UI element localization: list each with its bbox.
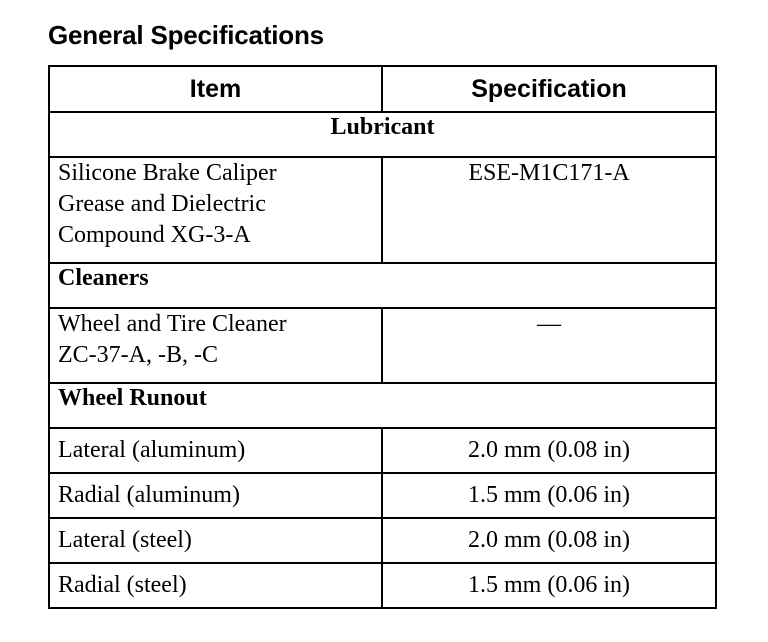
column-header-item: Item [49, 66, 382, 112]
table-row [49, 518, 716, 563]
item-cell: Radial (steel) [49, 563, 382, 608]
section-heading: Cleaners [49, 263, 716, 308]
section-row-cleaners [49, 263, 716, 308]
section-heading: Wheel Runout [49, 383, 716, 428]
specification-cell: 1.5 mm (0.06 in) [382, 563, 716, 608]
column-header-specification: Specification [382, 66, 716, 112]
item-cell: Lateral (aluminum) [49, 428, 382, 473]
specification-cell: 1.5 mm (0.06 in) [382, 473, 716, 518]
item-cell: Wheel and Tire Cleaner ZC-37-A, -B, -C [49, 308, 382, 383]
table-row [49, 563, 716, 608]
item-cell: Radial (aluminum) [49, 473, 382, 518]
specification-cell: — [382, 308, 716, 383]
table-row [49, 157, 716, 263]
page-title: General Specifications [48, 20, 324, 50]
specifications-table [48, 65, 717, 609]
item-cell: Silicone Brake Caliper Grease and Dielectric Compound XG-3-A [49, 157, 382, 263]
item-cell: Lateral (steel) [49, 518, 382, 563]
section-heading: Lubricant [49, 112, 716, 157]
section-row-wheel-runout [49, 383, 716, 428]
table-row [49, 428, 716, 473]
section-row-lubricant [49, 112, 716, 157]
table-header-row [49, 66, 716, 112]
specification-cell: ESE-M1C171-A [382, 157, 716, 263]
specification-cell: 2.0 mm (0.08 in) [382, 428, 716, 473]
table-row [49, 473, 716, 518]
specification-cell: 2.0 mm (0.08 in) [382, 518, 716, 563]
table-row [49, 308, 716, 383]
